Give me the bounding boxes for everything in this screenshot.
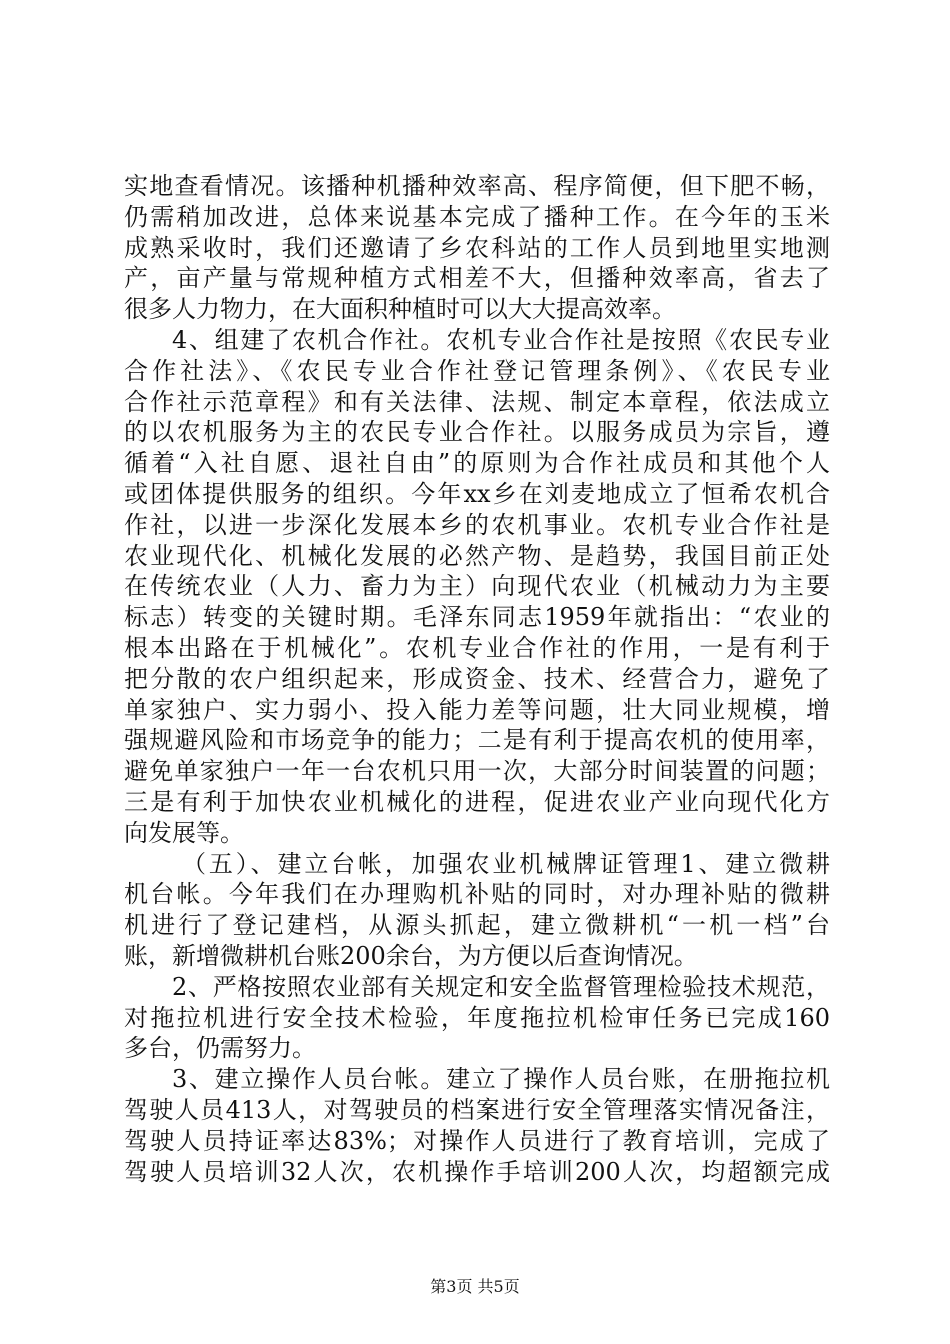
text-line: 实地查看情况。该播种机播种效率高、程序简便，但下肥不畅， [124,172,830,200]
text-line: 的以农机服务为主的农民专业合作社。以服务成员为宗旨，遵 [124,418,830,447]
text-line: 驾驶人员413人，对驾驶员的档案进行安全管理落实情况备注， [124,1095,830,1124]
text-line: 向发展等。 [124,818,244,847]
text-line: 三是有利于加快农业机械化的进程，促进农业产业向现代化方 [124,787,830,816]
text-line: 把分散的农户组织起来，形成资金、技术、经营合力，避免了 [124,664,830,693]
text-line: 机进行了登记建档，从源头抓起，建立微耕机“一机一档”台 [124,911,830,940]
text-line: 对拖拉机进行安全技术检验，年度拖拉机检审任务已完成160 [124,1003,830,1032]
text-line: 驾驶人员持证率达83%；对操作人员进行了教育培训，完成了 [124,1126,830,1155]
text-line: 机台帐。今年我们在办理购机补贴的同时，对办理补贴的微耕 [124,880,830,909]
body-text [124,171,830,1187]
text-line: 合作社法》、《农民专业合作社登记管理条例》、《农民专业 [124,356,830,385]
text-line: 作社，以进一步深化发展本乡的农机事业。农机专业合作社是 [124,510,830,539]
text-line: 多台，仍需努力。 [124,1034,316,1063]
paragraph-start-line: 4、组建了农机合作社。农机专业合作社是按照《农民专业 [172,325,830,354]
page-number-footer: 第3页 共5页 [430,1277,520,1296]
text-line: 仍需稍加改进，总体来说基本完成了播种工作。在今年的玉米 [124,202,830,231]
text-line: 标志）转变的关键时期。毛泽东同志1959年就指出：“农业的 [124,603,830,632]
text-line: 成熟采收时，我们还邀请了乡农科站的工作人员到地里实地测 [124,233,830,262]
text-line: 避免单家独户一年一台农机只用一次，大部分时间装置的问题； [124,757,830,786]
text-line: 循着“入社自愿、退社自由”的原则为合作社成员和其他个人 [124,449,830,478]
paragraph-start-line: 3、建立操作人员台帐。建立了操作人员台账，在册拖拉机 [172,1065,830,1094]
paragraph-start-line: 2、严格按照农业部有关规定和安全监督管理检验技术规范， [172,972,830,1001]
text-line: 很多人力物力，在大面积种植时可以大大提高效率。 [124,295,676,324]
text-line: 合作社示范章程》和有关法律、法规、制定本章程，依法成立 [124,387,830,416]
text-line: 单家独户、实力弱小、投入能力差等问题，壮大同业规模，增 [124,695,830,724]
text-line: 农业现代化、机械化发展的必然产物、是趋势，我国目前正处 [124,541,830,570]
text-line: 在传统农业（人力、畜力为主）向现代农业（机械动力为主要 [124,572,830,601]
text-line: 根本出路在于机械化”。农机专业合作社的作用，一是有利于 [124,633,830,662]
text-line: 强规避风险和市场竞争的能力；二是有利于提高农机的使用率， [124,726,830,755]
text-line: 驾驶人员培训32人次，农机操作手培训200人次，均超额完成 [124,1157,830,1186]
paragraph-start-line: （五）、建立台帐，加强农业机械牌证管理1、建立微耕 [182,849,830,878]
text-line: 产，亩产量与常规种植方式相差不大，但播种效率高，省去了 [124,264,830,293]
text-line: 账，新增微耕机台账200余台，为方便以后查询情况。 [124,941,698,970]
text-line: 或团体提供服务的组织。今年xx乡在刘麦地成立了恒希农机合 [124,479,830,508]
